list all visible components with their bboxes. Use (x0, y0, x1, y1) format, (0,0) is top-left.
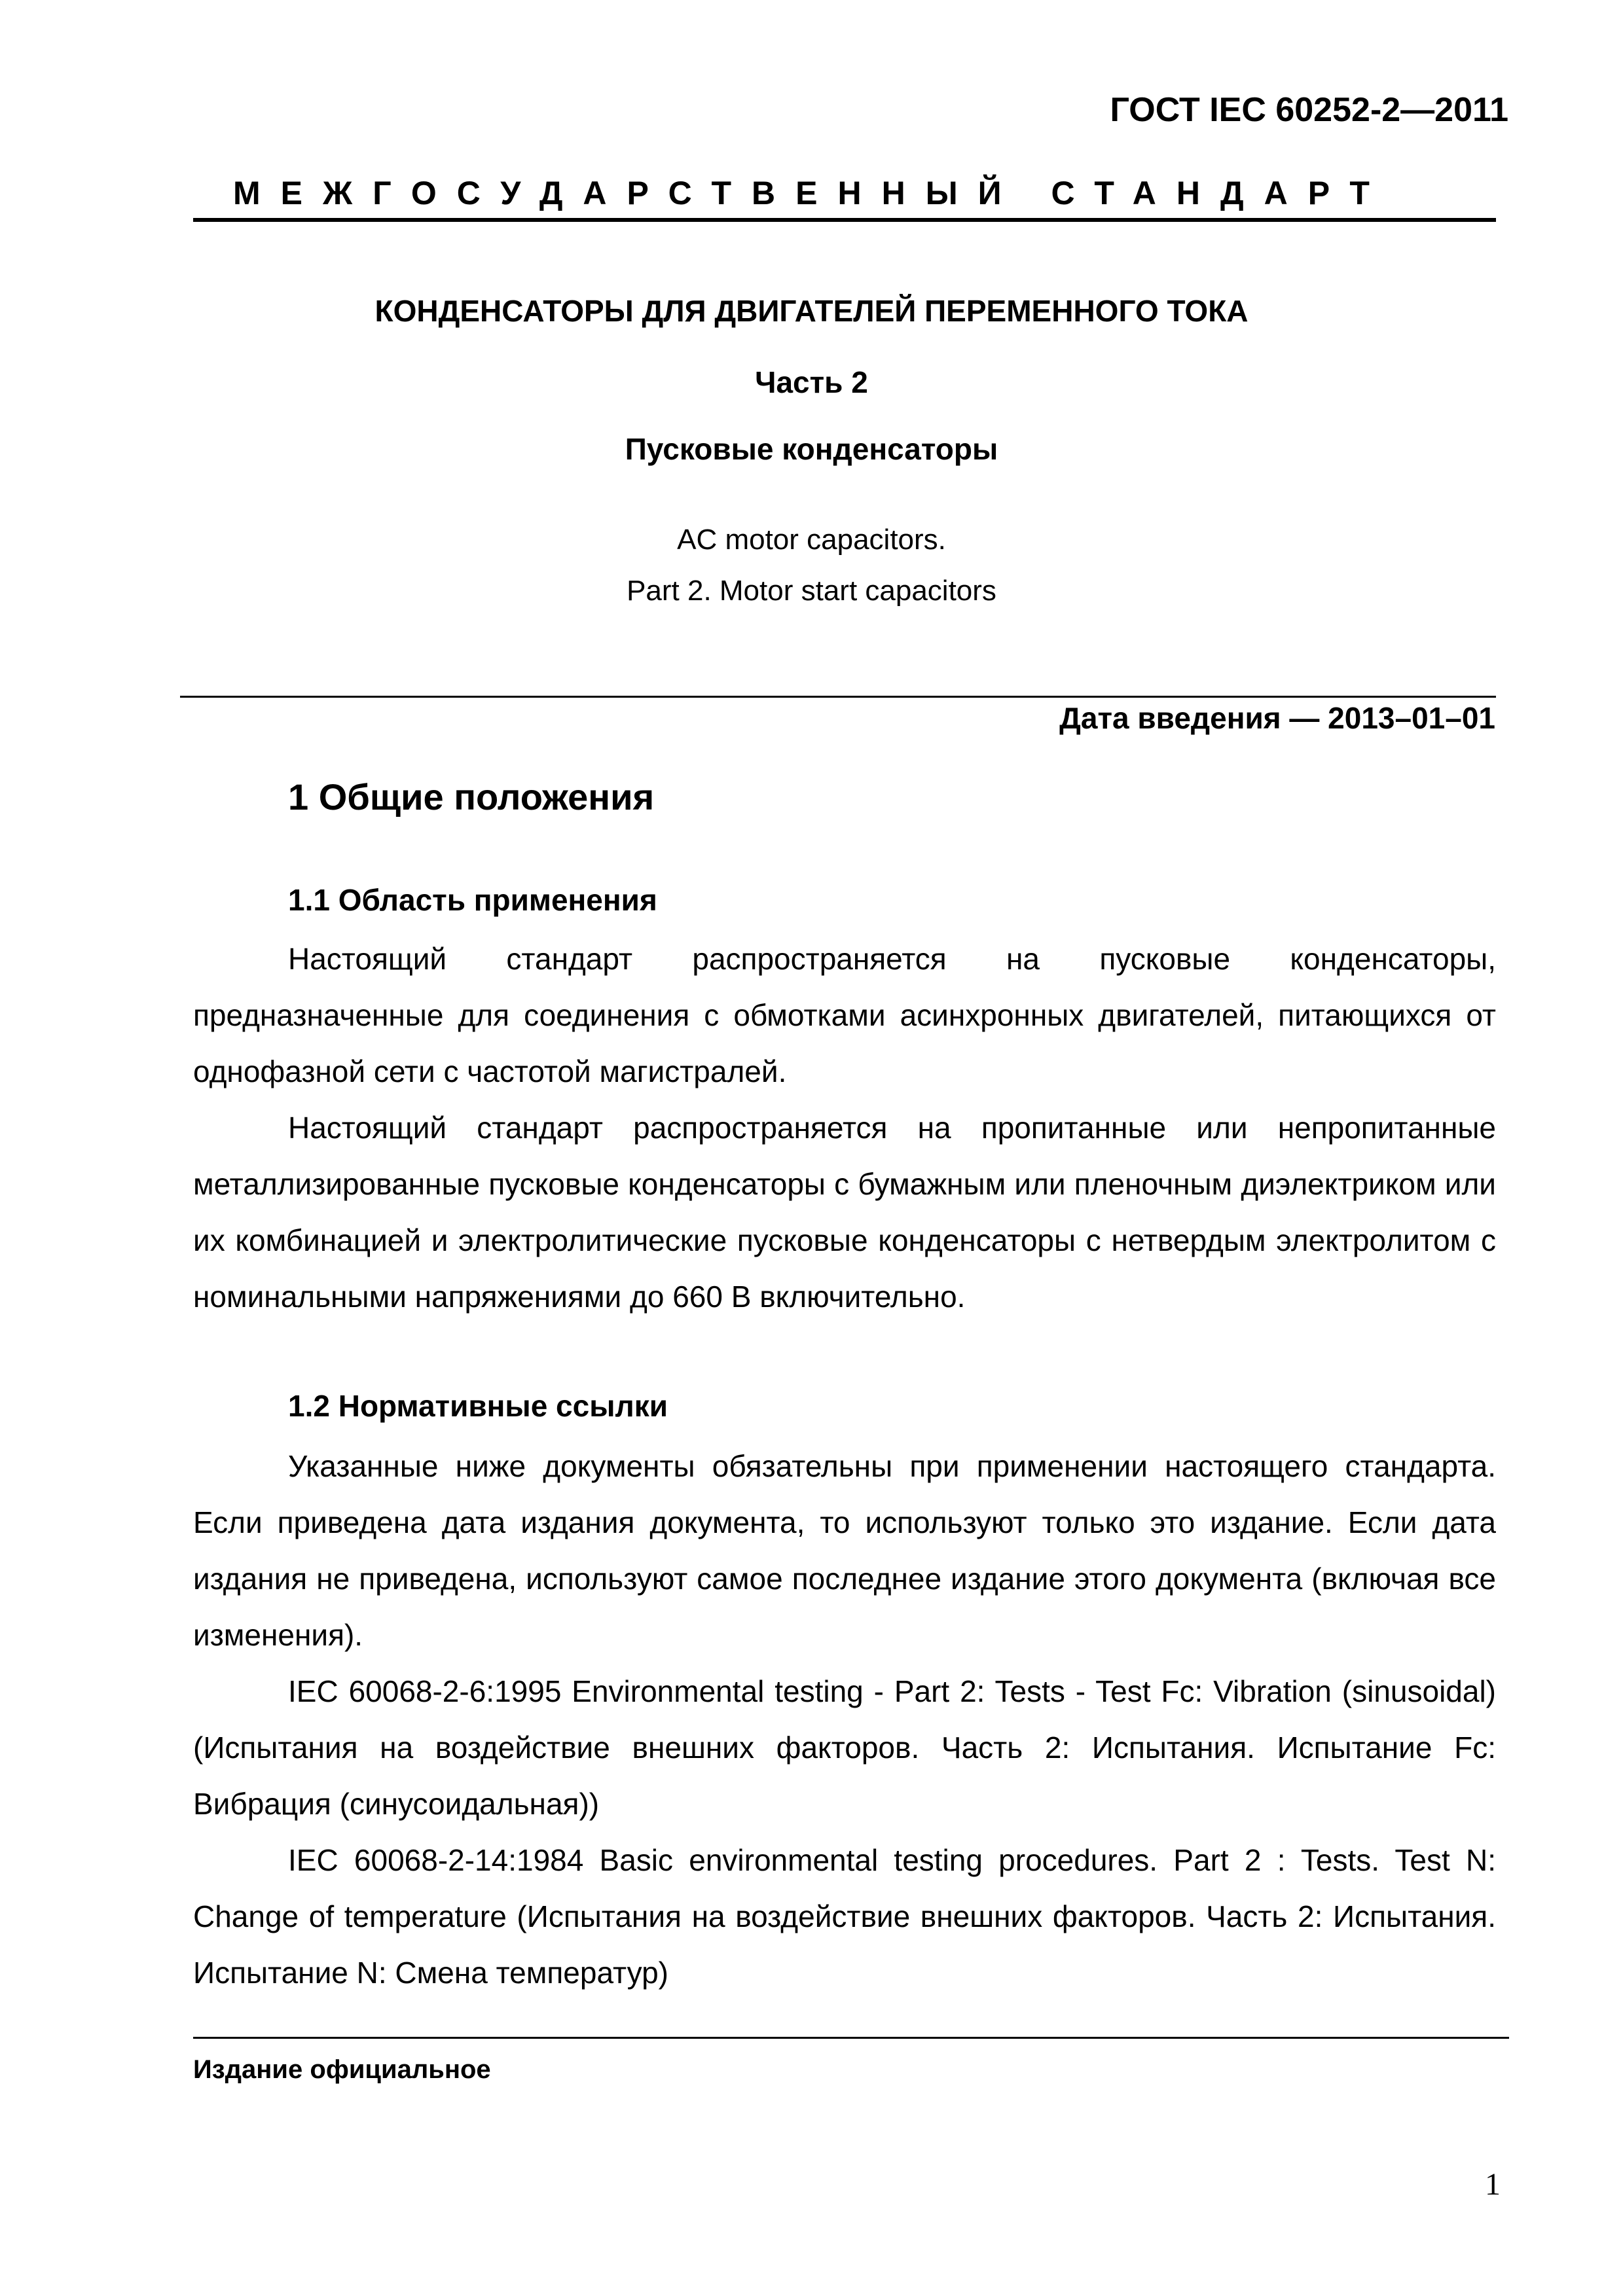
section-title: 1 Общие положения (288, 776, 655, 817)
english-title-line1: AC motor capacitors. (677, 524, 946, 556)
header-divider (193, 218, 1496, 222)
standard-type-heading: МЕЖГОСУДАРСТВЕННЫЙ СТАНДАРТ (233, 175, 1390, 211)
document-title: КОНДЕНСАТОРЫ ДЛЯ ДВИГАТЕЛЕЙ ПЕРЕМЕННОГО ТОКА (374, 294, 1249, 328)
references-paragraph-1: Указанные ниже документы обязательны при применении настоящего стандарта. Если приведена дата издания документа, то используют только это издание. Если дата издания не приведена, используют самое последнее издание этого документа (включая все изменения). (193, 1449, 1496, 1652)
document-part: Часть 2 (755, 365, 868, 399)
subsection-title-scope: 1.1 Область применения (288, 883, 657, 917)
document-subtitle: Пусковые конденсаторы (625, 432, 998, 466)
footer-divider (193, 2037, 1509, 2039)
references-paragraph-2: IEC 60068-2-6:1995 Environmental testing - Part 2: Tests - Test Fc: Vibration (sinusoidal) (Испытания на воздействие внешних факторов. Часть 2: Испытания. Испытание Fc: Вибрация (синусоидальная)) (193, 1674, 1496, 1821)
references-paragraph-3: IEC 60068-2-14:1984 Basic environmental testing procedures. Part 2 : Tests. Test N: Change of temperature (Испытания на воздействие внешних факторов. Часть 2: Испытания. Испытание N: Смена температур) (193, 1843, 1496, 1990)
introduction-date: Дата введения — 2013–01–01 (1059, 701, 1495, 735)
page-number: 1 (1485, 2167, 1501, 2202)
title-divider (180, 696, 1496, 698)
document-code: ГОСТ IEC 60252-2—2011 (1110, 91, 1508, 129)
edition-label: Издание официальное (193, 2055, 491, 2084)
scope-paragraph-2: Настоящий стандарт распространяется на пропитанные или непропитанные металлизированные пусковые конденсаторы с бумажным или пленочным диэлектриком или их комбинацией и электролитические пусковые конденсаторы с нетвердым электролитом с номинальными напряжениями до 660 В включительно. (193, 1111, 1496, 1314)
english-title-line2: Part 2. Motor start capacitors (627, 575, 996, 607)
scope-paragraph-1: Настоящий стандарт распространяется на пусковые конденсаторы, предназначенные для соединения с обмотками асинхронных двигателей, питающихся от однофазной сети с частотой магистралей. (193, 942, 1496, 1088)
subsection-title-references: 1.2 Нормативные ссылки (288, 1389, 668, 1423)
